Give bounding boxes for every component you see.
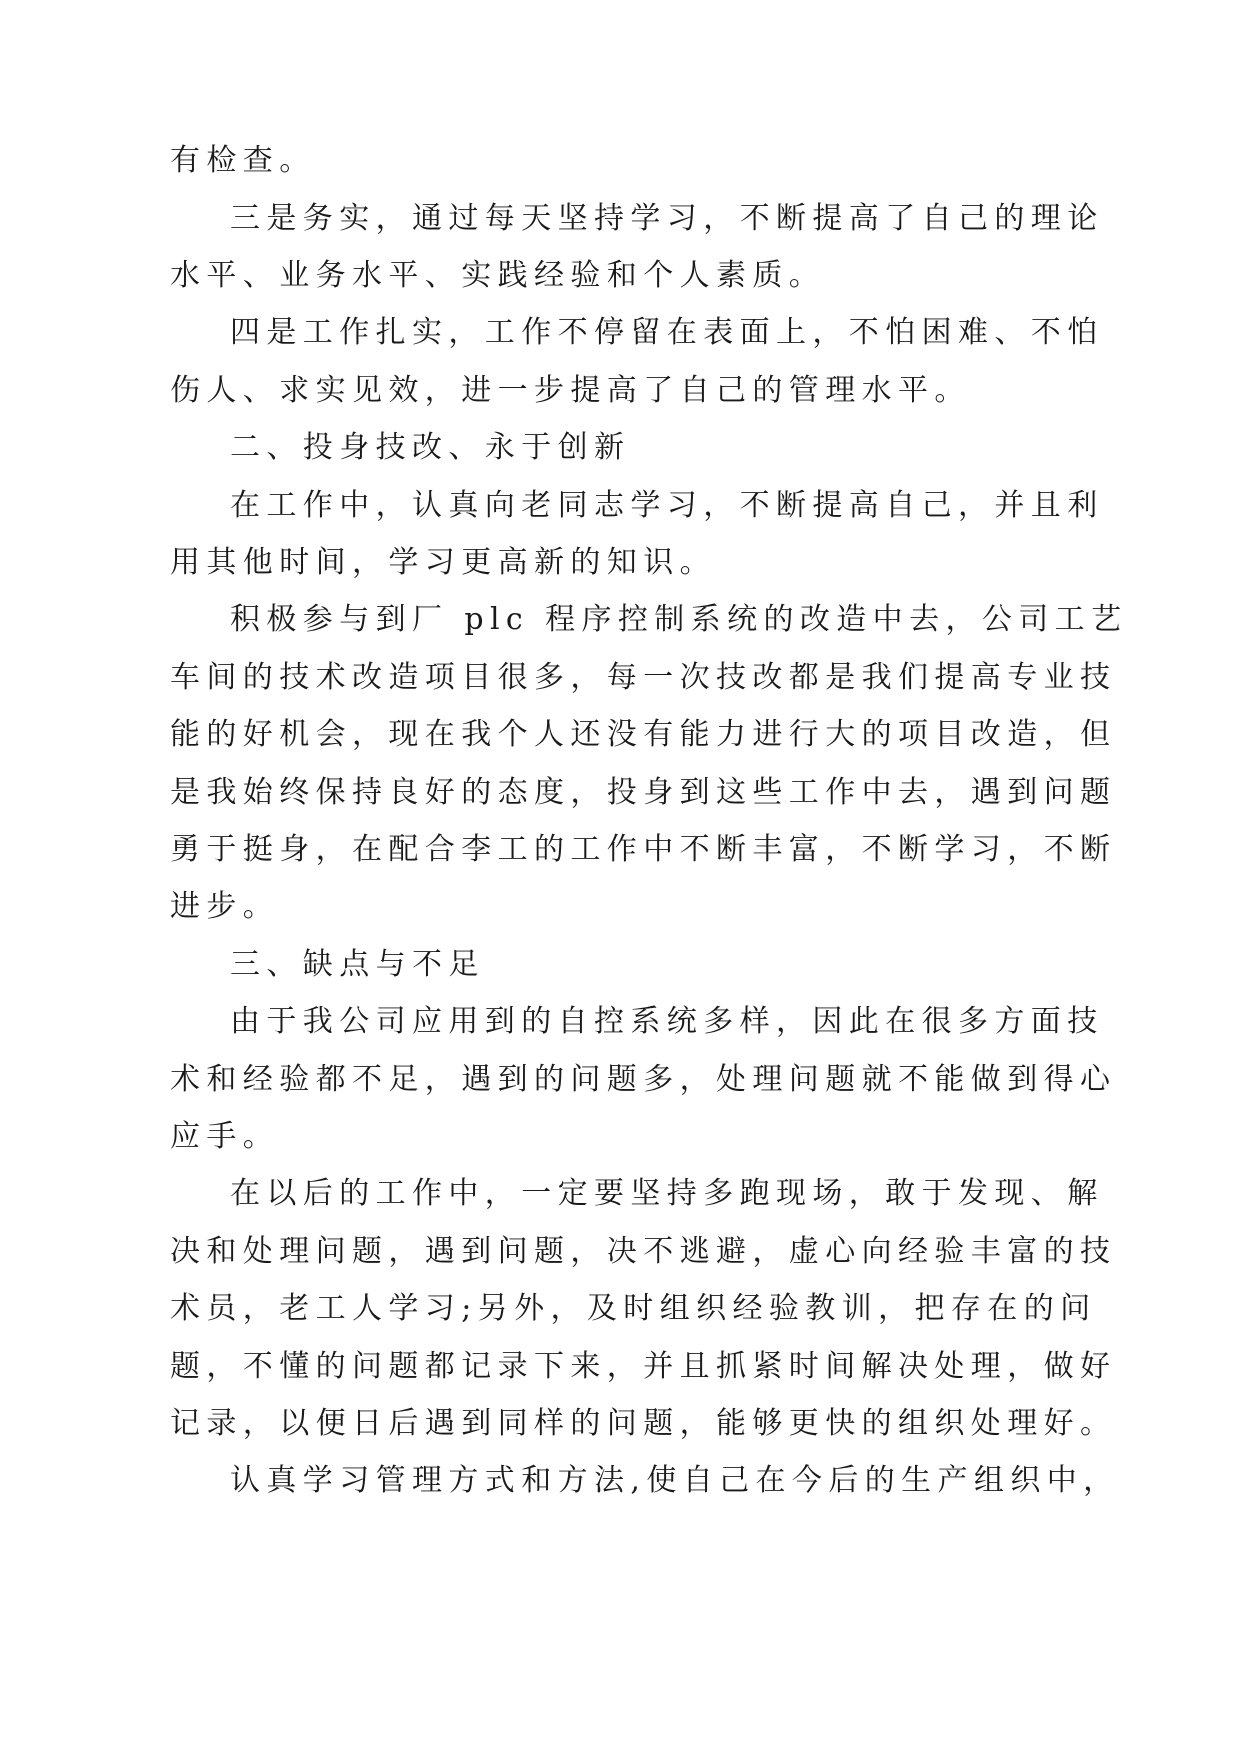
text-line: 在以后的工作中，一定要坚持多跑现场，敢于发现、解: [230, 1176, 1104, 1211]
text-line: 三是务实，通过每天坚持学习，不断提高了自己的理论: [230, 201, 1104, 236]
text-line: 应手。: [170, 1119, 280, 1154]
text-line: 认真学习管理方式和方法,使自己在今后的生产组织中，: [230, 1463, 1120, 1498]
section-heading: 三、缺点与不足: [230, 947, 485, 982]
text-line: 有检查。: [170, 143, 316, 178]
text-line: 车间的技术改造项目很多，每一次技改都是我们提高专业技: [170, 660, 1117, 695]
text-line: 在工作中，认真向老同志学习，不断提高自己，并且利: [230, 488, 1104, 523]
text-line: 术员，老工人学习;另外，及时组织经验教训，把存在的问: [170, 1291, 1097, 1326]
text-line: 题，不懂的问题都记录下来，并且抓紧时间解决处理，做好: [170, 1349, 1117, 1384]
text-line: 勇于挺身，在配合李工的工作中不断丰富，不断学习，不断: [170, 832, 1117, 867]
text-line: 记录，以便日后遇到同样的问题，能够更快的组织处理好。: [170, 1406, 1117, 1441]
text-line: 伤人、求实见效，进一步提高了自己的管理水平。: [170, 373, 971, 408]
text-line: 四是工作扎实，工作不停留在表面上，不怕困难、不怕: [230, 315, 1104, 350]
text-line: 水平、业务水平、实践经验和个人素质。: [170, 258, 826, 293]
text-line: 用其他时间，学习更高新的知识。: [170, 545, 716, 580]
text-line: 能的好机会，现在我个人还没有能力进行大的项目改造，但: [170, 717, 1117, 752]
text-line: 决和处理问题，遇到问题，决不逃避，虚心向经验丰富的技: [170, 1234, 1117, 1269]
text-line: 术和经验都不足，遇到的问题多，处理问题就不能做到得心: [170, 1062, 1117, 1097]
section-heading: 二、投身技改、永于创新: [230, 430, 631, 465]
text-line: 是我始终保持良好的态度，投身到这些工作中去，遇到问题: [170, 775, 1117, 810]
text-line: 进步。: [170, 889, 280, 924]
text-line: 由于我公司应用到的自控系统多样，因此在很多方面技: [230, 1004, 1104, 1039]
text-line: 积极参与到厂 plc 程序控制系统的改造中去，公司工艺: [230, 602, 1128, 637]
